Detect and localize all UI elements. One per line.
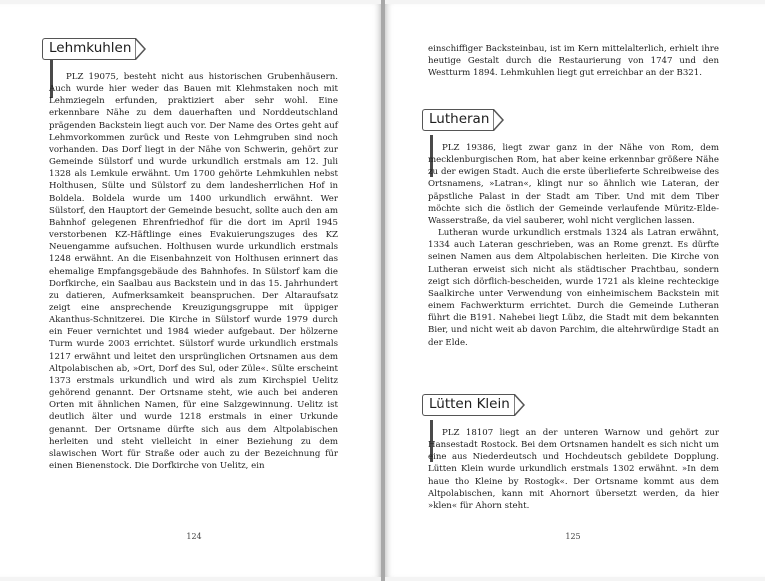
left-page [0, 4, 381, 577]
right-intro-text [428, 43, 719, 79]
heading-text: Lütten Klein [429, 396, 510, 412]
luetten-klein-body-text [428, 427, 719, 512]
paragraph: PLZ 18107 liegt an der unteren Warnow und gehört zur Hansestadt Rostock. Bei dem Ortsnamen handelt es sich nicht um eine aus Niederdeutsch und Hochdeutsch gebildete Dopplung. Lütten Klein wurde urkundlich erstmals 1302 erwähnt. »In dem haue tho Kleine by Rostogk«. Der Ortsname kommt aus dem Altpolabischen, kann mit Ahornort übersetzt werden, da hier »klen« für Ahorn steht. [428, 428, 719, 511]
right-page [385, 4, 765, 577]
section-heading-luetten-klein [422, 394, 514, 416]
page-number: 124 [186, 532, 202, 541]
heading-text: Lutheran [429, 111, 490, 127]
section-heading-lehmkuhlen [42, 38, 135, 60]
signpost-arrow-icon [514, 394, 525, 416]
heading-text: Lehmkuhlen [49, 40, 132, 56]
signpost-arrow-icon [135, 38, 146, 60]
paragraph: PLZ 19075, besteht nicht aus historischen Grubenhäusern. Auch wurde hier weder das Bauen mit Klehmstaken noch mit Lehmziegeln erfunden, praktiziert aber sehr wohl. Eine erkennbare Nähe zu dem dauerhaften und Norddeutschland prägenden Backstein liegt auch vor. Der Name des Ortes geht auf Lehmvorkommen zurück und Reste von Lehmgruben sind noch vorhanden. Das Dorf liegt in der Nähe von Schwerin, gehört zur Gemeinde Sülstorf und wurde urkundlich erstmals am 12. Juli 1328 als Lemkule erwähnt. Um 1700 gehörte Lehmkuhlen nebst Holthusen, Sülte und Sülstorf zu dem landesherrlichen Hof in Boldela. Boldela wurde um 1400 urkundlich erwähnt. Wer Sülstorf, den Hauptort der Gemeinde besucht, sollte auch den am Bahnhof gelegenen Ehrenfriedhof für die dort im April 1945 verstorbenen KZ-Häftlinge eines Evakuierungszuges des KZ Neuengamme aufsuchen. Holthusen wurde urkundlich erstmals 1248 erwähnt. An die Eisenbahnzeit von Holthusen erinnert das ehemalige Empfangsgebäude des Bahnhofes. In Sülstorf kam die Dorfkirche, ein Saalbau aus Backstein und in das 15. Jahrhundert zu datieren, Aufmerksamkeit beanspruchen. Der Altaraufsatz zeigt eine ansprechende Kreuzigungsgruppe mit üppiger Akanthus-Schnitzerei. Die Kirche in Sülstorf wurde 1979 durch ein Feuer vernichtet und 1984 wieder aufgebaut. Der hölzerne Turm wurde 2003 errichtet. Sülstorf wurde urkundlich erstmals 1217 erwähnt und leitet den ursprünglichen Ortsnamen aus dem Altpolabischen ab, »Ort, Dorf des Sul, oder Züle«. Sülte erscheint 1373 erstmals urkundlich und wird als zum Kirchspiel Uelitz gehörend genannt. Der Ortsname steht, wie auch bei anderen Orten mit ähnlichen Namen, für eine Salzgewinnung. Uelitz ist deutlich älter und wurde 1218 erstmals in einer Urkunde genannt. Der Ortsname dürfte sich aus dem Altpolabischen herleiten und steht vielleicht in einer Beziehung zu dem slawischen Wort für Straße oder auch zu der Bezeichnung für einen Bienenstock. Die Dorfkirche von Uelitz, ein [49, 72, 338, 471]
paragraph: Lutheran wurde urkundlich erstmals 1324 als Latran erwähnt, 1334 auch Lateran geschrieben, was an Rome grenzt. Es dürfte seinen Namen aus dem Altpolabischen herleiten. Die Kirche von Lutheran erweist sich nicht als städtischer Prachtbau, sondern zeigt sich dörflich-bescheiden, wurde 1721 als kleine rechteckige Saalkirche unter Verwendung von einheimischem Backstein mit einem Fachwerkturm errichtet. Durch die Gemeinde Lutheran führt die B191. Nahebei liegt Lübz, die Stadt mit dem bekannten Bier, und nicht weit ab davon Parchim, die altehrwürdige Stadt an der Elde. [428, 228, 719, 348]
left-body-text [49, 71, 338, 472]
lutheran-body-text [428, 142, 719, 349]
signpost-arrow-icon [493, 109, 504, 131]
page-number: 125 [565, 532, 581, 541]
section-heading-lutheran [422, 109, 493, 131]
paragraph: einschiffiger Backsteinbau, ist im Kern mittelalterlich, erhielt ihre heutige Gestalt durch die Restaurierung von 1747 und den Westturm 1894. Lehmkuhlen liegt gut erreichbar an der B321. [428, 44, 719, 79]
paragraph: PLZ 19386, liegt zwar ganz in der Nähe von Rom, dem mecklenburgischen Rom, hat aber keine erkennbar größere Nähe zu der ewigen Stadt. Auch die erste überlieferte Schreibweise des Ortsnamens, »Latran«, klingt nur so ähnlich wie Lateran, der päpstliche Palast in der Stadt am Tiber. Und mit dem Tiber möchte sich die östlich der Gemeinde verlaufende Müritz-Elde-Wasserstraße, da viel sauberer, wohl nicht verglichen lassen. [428, 143, 719, 226]
